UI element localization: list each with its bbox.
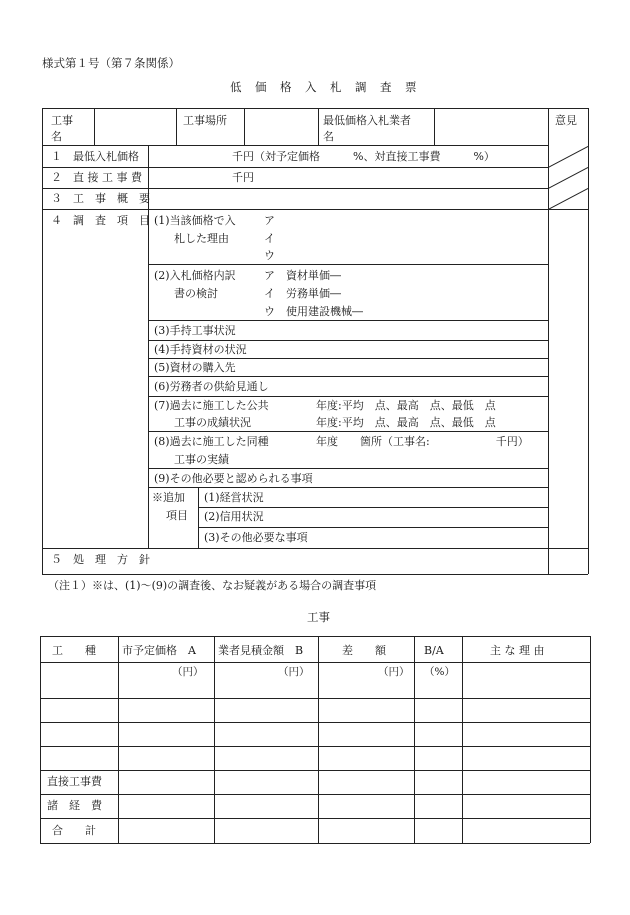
note-text: （注１）※は、(1)～(9)の調査後、なお疑義がある場合の調査事項: [48, 579, 377, 592]
item-1-ka-i: イ: [264, 232, 275, 245]
additional-item-1: (1)経営状況: [204, 491, 264, 504]
additional-items-label-2: 項目: [166, 509, 188, 522]
item-9-text: (9)その他必要と認められる事項: [154, 472, 313, 485]
row-chokusetsu-label: ２ 直 接 工 事 費: [51, 171, 142, 184]
koji-mei-label-2: 名: [51, 130, 62, 143]
item-6-text: (6)労務者の供給見通し: [154, 380, 269, 393]
item-7-score-1: 年度:平均 点、最高 点、最低 点: [316, 399, 496, 412]
page-title: 低 価 格 入 札 調 査 票: [230, 80, 418, 94]
item-7-text-2: 工事の成績状況: [174, 416, 251, 429]
saitei-gyosha-label-2: 名: [323, 130, 334, 143]
col-header-koshu: 工 種: [52, 644, 96, 657]
item-7-text: (7)過去に施工した公共: [154, 399, 269, 412]
col-header-ratio: B/A: [424, 644, 444, 657]
col-header-mitsumori: 業者見積金額 B: [218, 644, 304, 657]
item-2-ka-i: イ 労務単価―: [264, 287, 341, 300]
item-1-text-2: 札した理由: [174, 232, 229, 245]
item-8-text-2: 工事の実績: [174, 453, 229, 466]
additional-items-label: ※追加: [152, 491, 185, 504]
col-header-yotei: 市予定価格 A: [122, 644, 196, 657]
item-1-text: (1)当該価格で入: [154, 214, 236, 227]
row-saitei-nyusatsu-label: １ 最低入札価格: [51, 150, 139, 163]
row-gokei: 合 計: [52, 824, 96, 837]
unit-sagaku: （円）: [378, 666, 410, 678]
saitei-gyosha-label: 最低価格入札業者: [323, 114, 411, 127]
item-8-record: 年度 箇所（工事名: 千円）: [316, 435, 529, 448]
item-2-text-2: 書の検討: [174, 287, 218, 300]
cost-table-caption: 工事: [307, 610, 330, 624]
item-4-text: (4)手持資材の状況: [154, 343, 247, 356]
row-gaiyo-label: ３ 工 事 概 要: [51, 192, 150, 205]
item-2-ka-a: ア 資材単価―: [264, 269, 341, 282]
form-label: 様式第１号（第７条関係）: [42, 56, 180, 70]
row-chosa-label: ４ 調 査 項 目: [51, 214, 150, 227]
col-header-sagaku: 差 額: [342, 644, 386, 657]
unit-yotei: （円）: [172, 666, 204, 678]
additional-item-2: (2)信用状況: [204, 510, 264, 523]
unit-mitsumori: （円）: [278, 666, 310, 678]
item-1-ka-u: ウ: [264, 249, 275, 262]
item-1-ka-a: ア: [264, 214, 275, 227]
additional-item-3: (3)その他必要な事項: [204, 531, 308, 544]
item-3-text: (3)手持工事状況: [154, 324, 236, 337]
koji-basho-label: 工事場所: [183, 114, 227, 127]
row-shokeihi: 諸 経 費: [47, 799, 102, 812]
col-header-riyu: 主 な 理 由: [490, 644, 545, 657]
row-chokusetsu-value: 千円: [232, 171, 254, 184]
iken-label: 意見: [555, 114, 577, 127]
item-7-score-2: 年度:平均 点、最高 点、最低 点: [316, 416, 496, 429]
item-5-text: (5)資材の購入先: [154, 361, 236, 374]
item-8-text: (8)過去に施工した同種: [154, 435, 269, 448]
unit-ratio: （%）: [424, 666, 455, 678]
row-shori-label: ５ 処 理 方 針: [51, 553, 150, 566]
item-2-ka-u: ウ 使用建設機械―: [264, 305, 363, 318]
koji-mei-label: 工事: [51, 114, 73, 127]
item-2-text: (2)入札価格内訳: [154, 269, 236, 282]
row-chokusetsu-koji: 直接工事費: [47, 775, 102, 788]
row-saitei-nyusatsu-value: 千円（対予定価格 %、対直接工事費 %）: [232, 150, 495, 163]
